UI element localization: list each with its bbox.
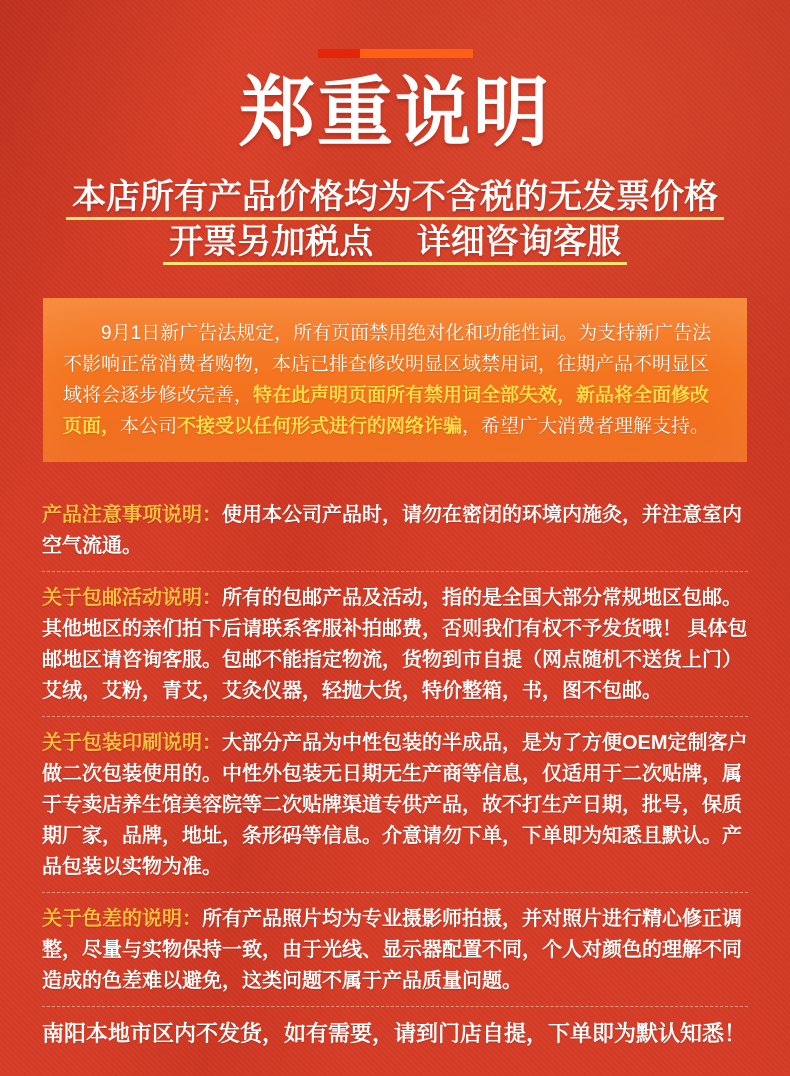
section-product-caution-header: 产品注意事项说明： [42,504,222,526]
dashed-divider [42,716,748,717]
section-product-caution-body: 使用本公司产品时，请勿在密闭的环境内施灸，并注意室内空气流通。 [42,504,742,557]
section-free-shipping-header: 关于包邮活动说明： [42,587,222,609]
accent-bar-orange-segment [360,49,473,58]
accent-bar-dark-segment [318,49,360,58]
ad-law-text-part-5: ，希望广大消费者理解支持。 [462,416,710,437]
ad-law-text-part-4-highlight: 不接受以任何形式进行的网络诈骗 [177,416,463,437]
section-color-difference [42,904,748,997]
price-notice [0,179,790,265]
section-free-shipping-body: 所有的包邮产品及活动，指的是全国大部分常规地区包邮。其他地区的亲们拍下后请联系客服补拍邮费，否则我们有权不予发货哦！ 具体包邮地区请咨询客服。包邮不能指定物流，货物到市自提（网点随机不送货上门）艾绒，艾粉，青艾，艾灸仪器，轻抛大货，特价整箱，书，图不包邮。 [42,587,748,702]
section-product-caution [42,500,748,562]
local-pickup-notice: 南阳本地市区内不发货，如有需要，请到门店自提，下单即为默认知悉！ [42,1021,747,1046]
ad-law-text-part-1: 9月1日新广告法规定，所有页面禁用绝对化和功能性词。为支持新广告法不影响正常消费者购物，本店已排查修改明显区域禁用词，往期产品不明显区域将会逐步修改完善， [63,323,712,406]
title-accent-bar [318,49,473,58]
ad-law-text-part-3: 本公司 [120,416,178,437]
section-packaging-print-body: 大部分产品为中性包装的半成品，是为了方便OEM定制客户做二次包装使用的。中性外包装无日期无生产商等信息，仅适用于二次贴牌，属于专卖店养生馆美容院等二次贴牌渠道专供产品，故不打生产日期，批号，保质期厂家，品牌，地址，条形码等信息。介意请勿下单，下单即为知悉且默认。产品包装以实物为准。 [42,732,748,878]
section-color-difference-body: 所有产品照片均为专业摄影师拍摄，并对照片进行精心修正调整，尽量与实物保持一致，由于光线、显示器配置不同，个人对颜色的理解不同造成的色差难以避免，这类问题不属于产品质量问题。 [42,908,742,992]
ad-law-notice-box [43,298,747,462]
ad-law-notice-text [63,318,727,442]
section-color-difference-header: 关于色差的说明： [42,908,202,930]
dashed-divider [42,571,748,572]
price-notice-line-1 [0,179,790,220]
ad-law-text-part-2-highlight: 特在此声明页面所有禁用词全部失效，新品将全面修改页面， [63,385,710,437]
price-notice-line-1-text: 本店所有产品价格均为不含税的无发票价格 [66,179,724,220]
price-notice-line-2-text: 开票另加税点 详细咨询客服 [163,224,626,265]
section-free-shipping [42,583,748,707]
page-title: 郑重说明 [239,71,551,156]
section-packaging-print [42,728,748,883]
dashed-divider [42,1006,748,1007]
dashed-divider [42,892,748,893]
section-packaging-print-header: 关于包装印刷说明： [42,732,222,754]
notice-sections [42,500,748,1049]
price-notice-line-2 [0,224,790,265]
